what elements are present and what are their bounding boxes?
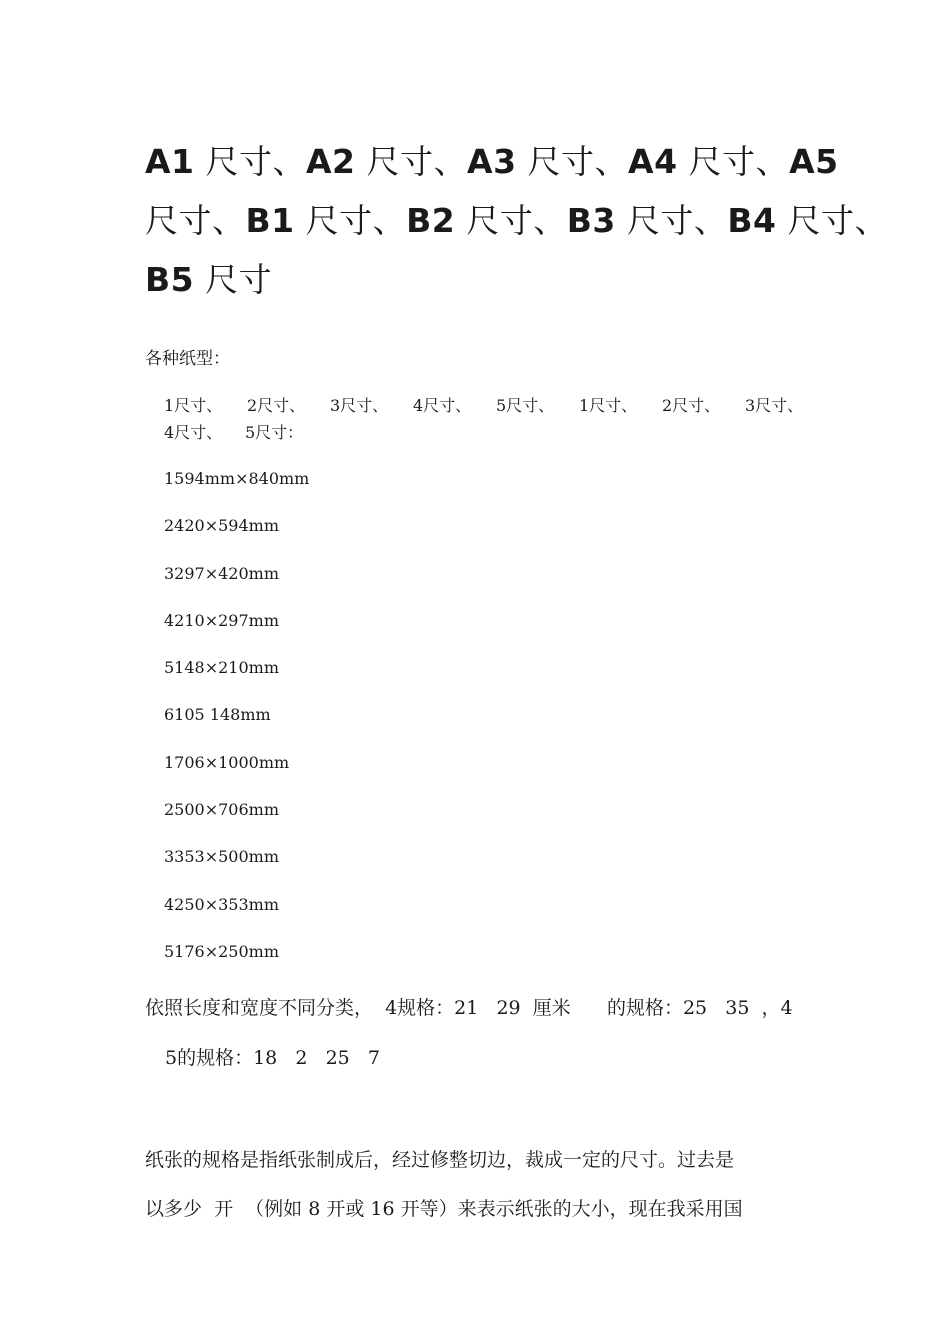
size-list-item: 1尺寸、 (164, 396, 223, 415)
size-list-item: 3尺寸、 (330, 396, 389, 415)
size-value: 4250×353mm (164, 894, 280, 914)
title-text: 尺寸、 (455, 201, 567, 240)
body-paragraph-line: 以多少 开 （例如 8 开或 16 开等）来表示纸张的大小，现在我采用国 (145, 1198, 743, 1220)
size-value: 2420×594mm (164, 516, 280, 536)
title-code: B1 (245, 201, 295, 240)
title-text: 尺寸、 (194, 142, 307, 181)
size-list-row (164, 394, 814, 418)
size-list-item: 2尺寸、 (662, 396, 721, 415)
title-text: 尺寸、 (294, 201, 407, 240)
size-list-row (164, 421, 326, 445)
size-value: 3297×420mm (164, 563, 280, 583)
size-list-item: 1尺寸、 (579, 396, 638, 415)
size-list-item: 5尺寸： (245, 423, 304, 442)
title-code: B5 (145, 260, 195, 299)
title-code: A4 (628, 142, 678, 181)
title-code: A3 (467, 142, 517, 181)
size-value: 4210×297mm (164, 610, 280, 630)
title-text: 尺寸、 (677, 142, 790, 181)
size-list-item: 2尺寸、 (247, 396, 306, 415)
size-list-item: 4尺寸、 (413, 396, 472, 415)
size-value: 3353×500mm (164, 847, 280, 867)
page-title (145, 132, 888, 309)
title-text: 尺寸、 (355, 142, 468, 181)
size-value: 5176×250mm (164, 941, 280, 961)
title-code: A5 (789, 142, 839, 181)
title-code: A1 (145, 142, 195, 181)
title-text: 尺寸、 (776, 201, 888, 240)
size-values-list (164, 466, 309, 986)
title-code: B4 (727, 201, 777, 240)
title-text: 尺寸、 (516, 142, 629, 181)
size-list-item: 5尺寸、 (496, 396, 555, 415)
size-value: 6105 148mm (164, 705, 271, 725)
title-code: A2 (306, 142, 356, 181)
intro-text: 各种纸型： (145, 349, 230, 369)
size-value: 2500×706mm (164, 800, 280, 820)
size-value: 5148×210mm (164, 658, 280, 678)
title-text: 尺寸、 (145, 201, 246, 240)
spec-line: 5的规格：18 2 25 7 (165, 1047, 380, 1069)
size-list-item: 4尺寸、 (164, 423, 223, 442)
spec-line: 依照长度和宽度不同分类， 4规格：21 29 厘米 的规格：25 35 ，4 (145, 997, 793, 1019)
title-code: B3 (566, 201, 616, 240)
body-paragraph-line: 纸张的规格是指纸张制成后，经过修整切边，裁成一定的尺寸。过去是 (145, 1149, 735, 1171)
title-line-2 (145, 191, 888, 250)
title-line-1 (145, 132, 839, 191)
size-list-item: 3尺寸、 (745, 396, 804, 415)
size-value: 1594mm×840mm (164, 469, 310, 488)
title-text: 尺寸 (194, 260, 273, 299)
title-code: B2 (406, 201, 456, 240)
size-value: 1706×1000mm (164, 752, 290, 772)
title-text: 尺寸、 (615, 201, 728, 240)
title-line-3 (145, 250, 813, 309)
